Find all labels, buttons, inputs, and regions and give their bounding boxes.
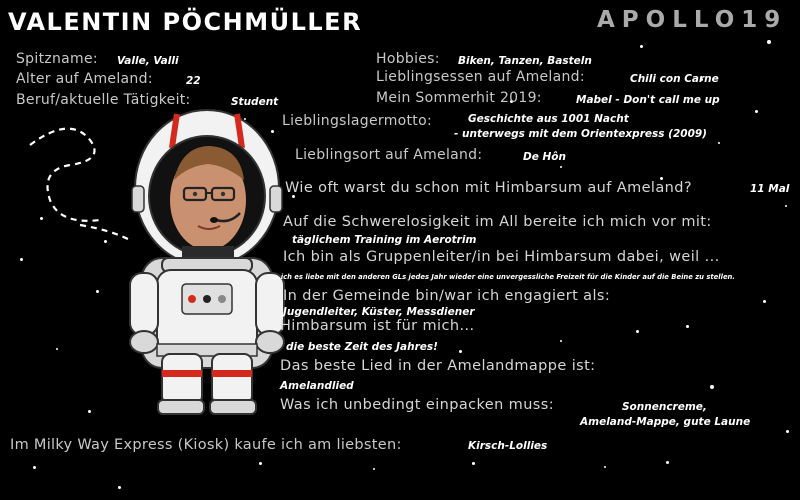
summer-hit-label: Mein Sommerhit 2019: bbox=[376, 90, 542, 106]
kiosk-label: Im Milky Way Express (Kiosk) kaufe ich am liebsten: bbox=[10, 437, 402, 453]
packing-label: Was ich unbedingt einpacken muss: bbox=[280, 397, 554, 413]
nickname-value: Valle, Valli bbox=[117, 55, 179, 67]
summer-hit-value: Mabel - Don't call me up bbox=[576, 94, 720, 106]
favorite-place-value: De Hôn bbox=[523, 151, 566, 163]
age-value: 22 bbox=[186, 75, 201, 87]
best-song-value: Amelandlied bbox=[280, 380, 354, 392]
group-leader-value: ...ich es liebe mit den anderen GLs jedes Jahr wieder eine unvergessliche Freizeit für die Kinder auf die Beine zu stellen. bbox=[273, 273, 735, 281]
favorite-food-value: Chili con Carne bbox=[630, 73, 719, 85]
community-value: Jugendleiter, Küster, Messdiener bbox=[283, 306, 475, 318]
camp-motto-value-line1: Geschichte aus 1001 Nacht bbox=[468, 113, 629, 125]
himbarsum-label: Himbarsum ist für mich... bbox=[280, 318, 475, 334]
camp-motto-label: Lieblingslagermotto: bbox=[282, 113, 432, 129]
occupation-label: Beruf/aktuelle Tätigkeit: bbox=[16, 92, 191, 108]
hobbies-label: Hobbies: bbox=[376, 51, 440, 67]
occupation-value: Student bbox=[231, 96, 279, 108]
favorite-food-label: Lieblingsessen auf Ameland: bbox=[376, 69, 585, 85]
zero-gravity-label: Auf die Schwerelosigkeit im All bereite ich mich vor mit: bbox=[283, 214, 712, 230]
zero-gravity-value: täglichem Training im Aerotrim bbox=[292, 234, 477, 246]
trip-count-value: 11 Mal bbox=[750, 183, 790, 195]
favorite-place-label: Lieblingsort auf Ameland: bbox=[295, 147, 483, 163]
page-title: VALENTIN PÖCHMÜLLER bbox=[8, 8, 363, 36]
packing-value-line2: Ameland-Mappe, gute Laune bbox=[580, 416, 751, 428]
packing-value-line1: Sonnencreme, bbox=[622, 401, 707, 413]
nickname-label: Spitzname: bbox=[16, 51, 98, 67]
brand-logo: APOLLO19 bbox=[597, 7, 788, 33]
hobbies-value: Biken, Tanzen, Basteln bbox=[458, 55, 592, 67]
community-label: In der Gemeinde bin/war ich engagiert als: bbox=[283, 288, 611, 304]
age-label: Alter auf Ameland: bbox=[16, 71, 153, 87]
trip-count-label: Wie oft warst du schon mit Himbarsum auf Ameland? bbox=[285, 180, 692, 196]
astronaut-illustration bbox=[122, 108, 292, 418]
group-leader-label: Ich bin als Gruppenleiter/in bei Himbarsum dabei, weil ... bbox=[283, 249, 720, 265]
camp-motto-value-line2: - unterwegs mit dem Orientexpress (2009) bbox=[454, 128, 707, 140]
kiosk-value: Kirsch-Lollies bbox=[468, 440, 548, 452]
himbarsum-value: die beste Zeit des Jahres! bbox=[286, 341, 438, 353]
best-song-label: Das beste Lied in der Amelandmappe ist: bbox=[280, 358, 596, 374]
